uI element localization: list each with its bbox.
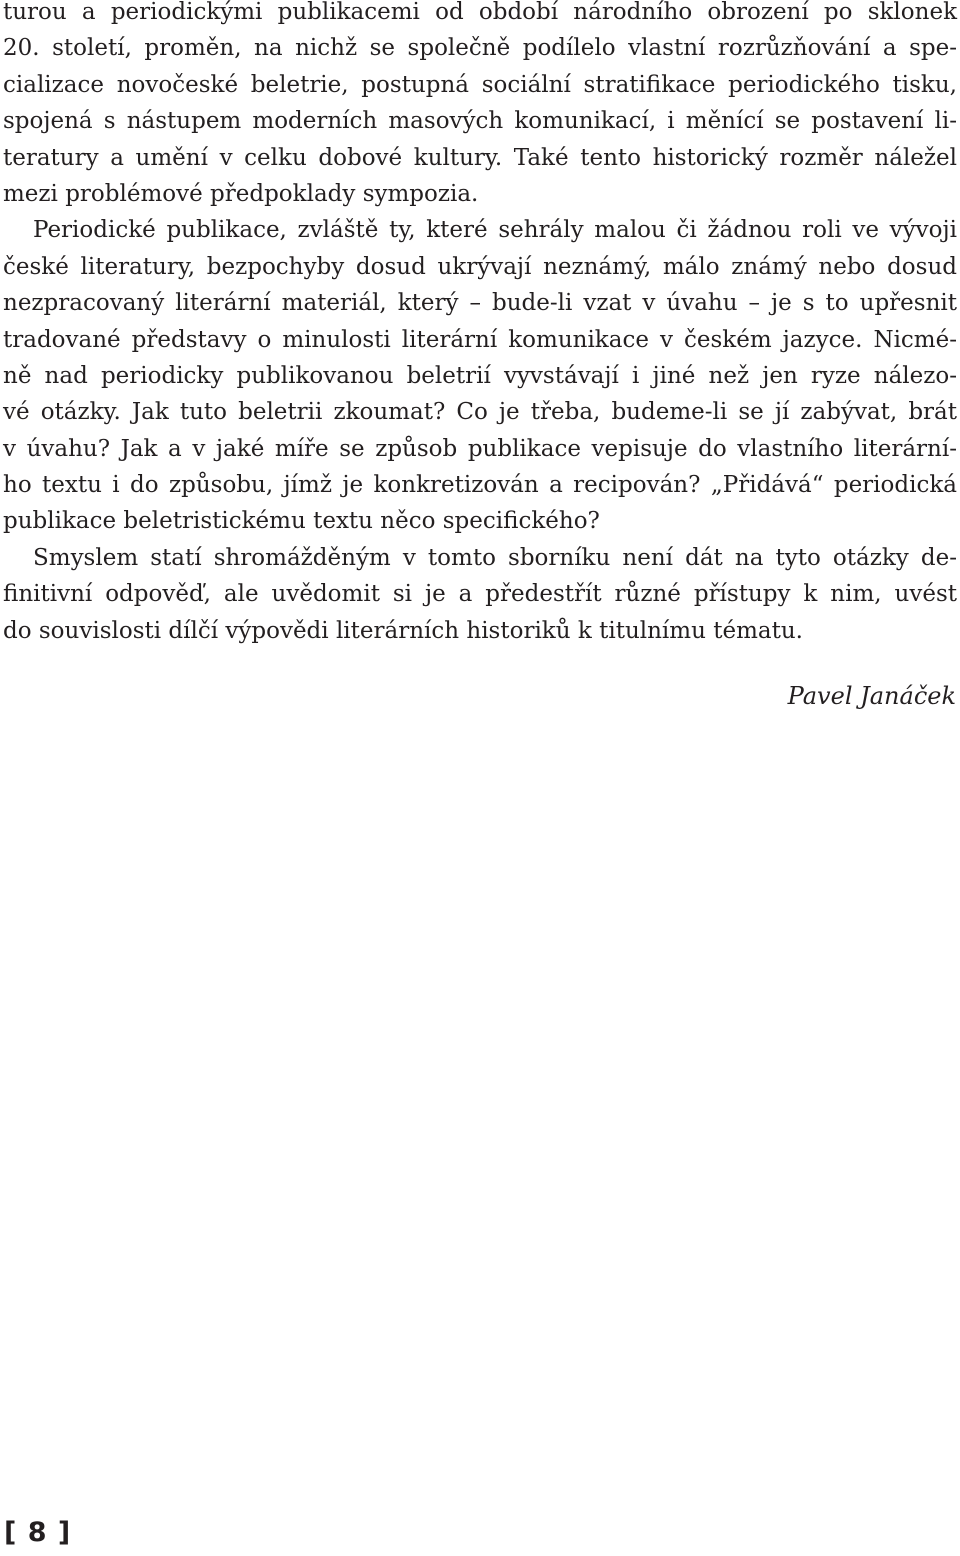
- text-line: tradované představy o minulosti literární komunikace v českém jazyce. Nicmé-: [3, 326, 957, 353]
- text-line: ho textu i do způsobu, jímž je konkretizován a recipován? „Přidává“ periodická: [3, 472, 957, 499]
- text-line: teratury a umění v celku dobové kultury. Také tento historický rozměr náležel: [3, 144, 957, 171]
- text-line: cializace novočeské beletrie, postupná sociální stratifikace periodického tisku,: [3, 71, 957, 98]
- text-line: nezpracovaný literární materiál, který – bude-li vzat v úvahu – je s to upřesnit: [3, 290, 957, 317]
- author-signature: Pavel Janáček: [787, 682, 956, 710]
- text-line: ně nad periodicky publikovanou beletrií vyvstávají i jiné než jen ryze nálezo-: [3, 362, 957, 389]
- text-line: vé otázky. Jak tuto beletrii zkoumat? Co je třeba, budeme-li se jí zabývat, brát: [3, 399, 957, 426]
- text-line: turou a periodickými publikacemi od období národního obrození po sklonek: [3, 0, 957, 25]
- text-line: v úvahu? Jak a v jaké míře se způsob publikace vepisuje do vlastního literární-: [3, 435, 957, 462]
- body-text: [3, 0, 957, 649]
- text-line: Smyslem statí shromážděným v tomto sborníku není dát na tyto otázky de-: [33, 544, 957, 571]
- paragraph-2: [3, 212, 957, 540]
- text-line: publikace beletristickému textu něco specifického?: [3, 508, 600, 535]
- text-line: mezi problémové předpoklady sympozia.: [3, 180, 479, 207]
- page-number: [ 8 ]: [4, 1517, 72, 1548]
- text-line: finitivní odpověď, ale uvědomit si je a předestřít různé přístupy k nim, uvést: [3, 581, 957, 608]
- text-line: do souvislosti dílčí výpovědi literárních historiků k titulnímu tématu.: [3, 617, 803, 644]
- text-line: 20. století, proměn, na nichž se společně podílelo vlastní rozrůzňování a spe-: [3, 35, 957, 62]
- paragraph-3: [3, 540, 957, 649]
- text-line: spojená s nástupem moderních masových komunikací, i měnící se postavení li-: [3, 108, 957, 135]
- text-line: Periodické publikace, zvláště ty, které sehrály malou či žádnou roli ve vývoji: [33, 217, 957, 244]
- paragraph-1: [3, 0, 957, 212]
- text-line: české literatury, bezpochyby dosud ukrývají neznámý, málo známý nebo dosud: [3, 253, 957, 280]
